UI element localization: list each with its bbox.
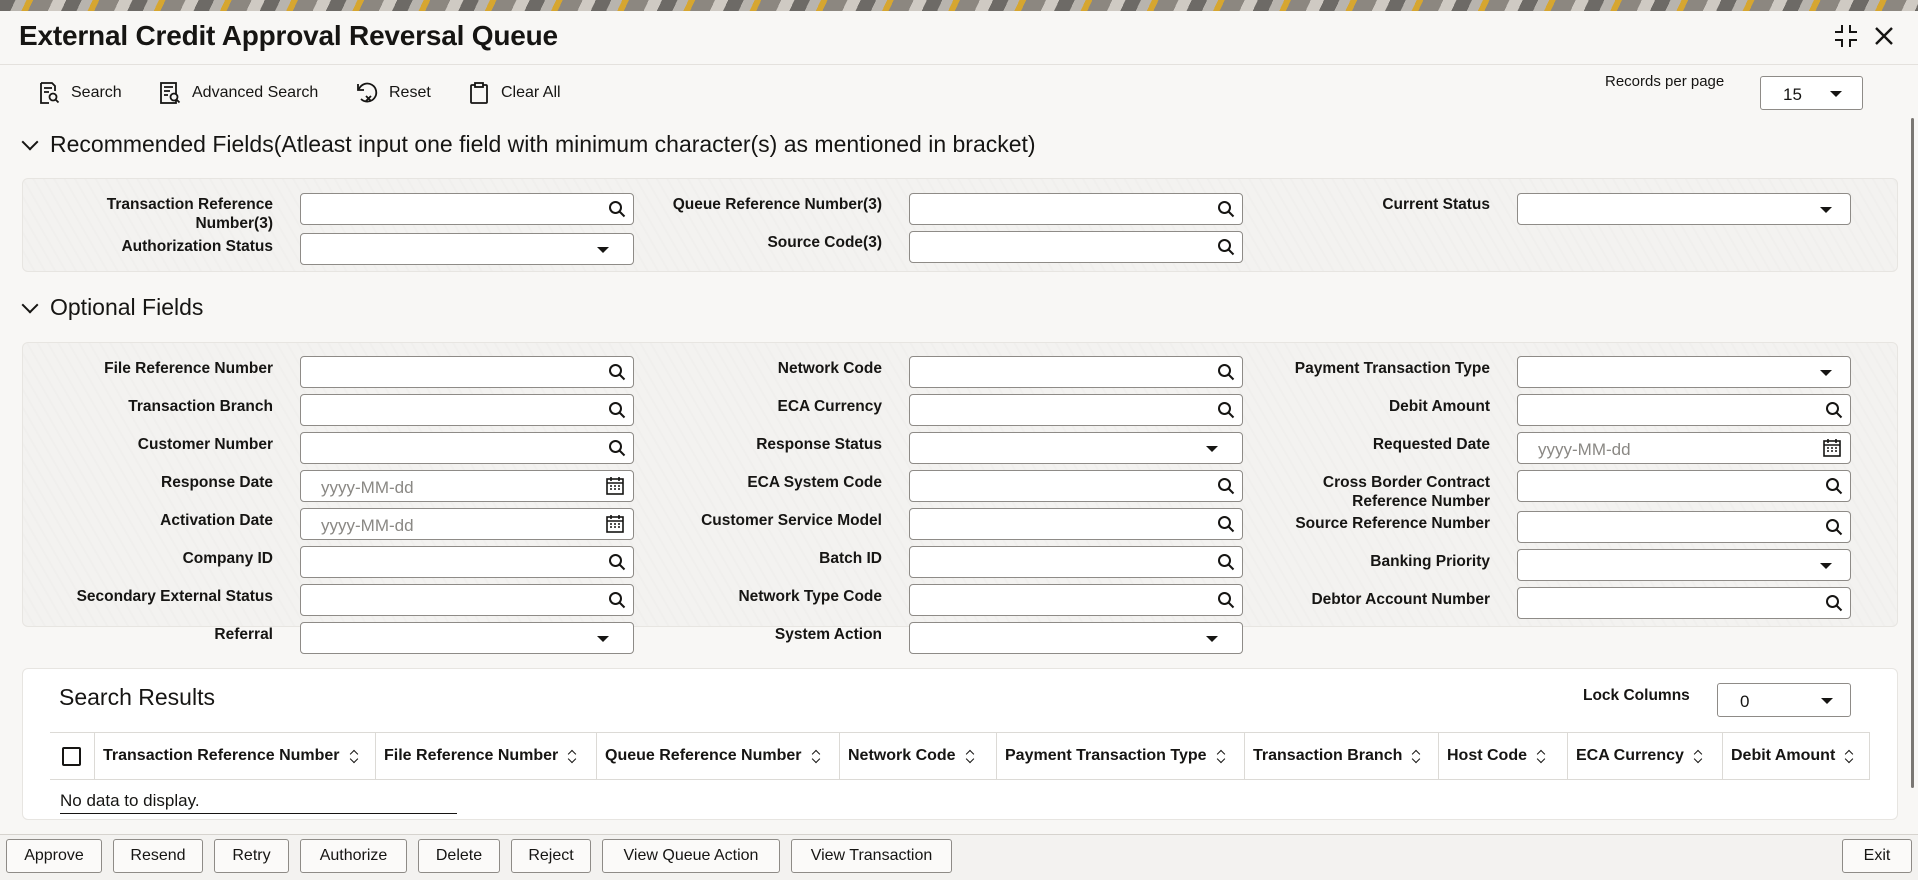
search-icon[interactable] [608, 363, 626, 381]
delete-button[interactable]: Delete [418, 839, 500, 873]
calendar-icon[interactable] [605, 476, 625, 496]
search-icon[interactable] [1217, 553, 1235, 571]
column-label: Transaction Reference Number [103, 747, 340, 764]
search-icon[interactable] [1825, 477, 1843, 495]
secondary-ext-status-label: Secondary External Status [76, 588, 273, 605]
records-per-page-label: Records per page [1605, 73, 1725, 90]
recommended-fields-title: Recommended Fields(Atleast input one field with minimum character(s) as mentioned in bracket) [50, 131, 1036, 157]
batch-id-input[interactable] [909, 546, 1243, 578]
search-icon[interactable] [1217, 591, 1235, 609]
batch-id-label: Batch ID [819, 550, 882, 567]
column-label: Queue Reference Number [605, 747, 802, 764]
vertical-scrollbar[interactable] [1911, 118, 1914, 788]
response-status-select[interactable] [909, 432, 1243, 464]
network-type-code-label: Network Type Code [738, 588, 882, 605]
chevron-down-icon [1820, 563, 1832, 569]
chevron-down-icon [1821, 698, 1833, 704]
reject-button[interactable]: Reject [511, 839, 591, 873]
chevron-down-icon [1820, 207, 1832, 213]
resend-button[interactable]: Resend [113, 839, 203, 873]
recommended-fields-header[interactable] [24, 131, 1036, 158]
requested-date-label: Requested Date [1372, 436, 1490, 453]
column-label: Debit Amount [1731, 747, 1836, 764]
auth-status-select[interactable] [300, 233, 634, 265]
no-data-message: No data to display. [60, 791, 457, 814]
debtor-account-input[interactable] [1517, 587, 1851, 619]
advanced-search-label: Advanced Search [192, 84, 319, 101]
lock-columns-select[interactable] [1717, 683, 1851, 717]
clipboard-icon [467, 81, 491, 105]
network-type-code-input[interactable] [909, 584, 1243, 616]
search-label: Search [71, 84, 122, 101]
sort-icon[interactable] [966, 749, 976, 763]
customer-service-model-input[interactable] [909, 508, 1243, 540]
column-label: ECA Currency [1576, 747, 1684, 764]
clear-all-button[interactable] [467, 79, 561, 107]
col-debit-amount[interactable] [1723, 733, 1870, 779]
calendar-icon[interactable] [605, 514, 625, 534]
eca-system-code-label: ECA System Code [747, 474, 882, 491]
txn-branch-input[interactable] [300, 394, 634, 426]
response-date-input[interactable] [300, 470, 634, 502]
chevron-down-icon [22, 296, 39, 313]
sort-icon[interactable] [1537, 749, 1547, 763]
advanced-search-button[interactable] [158, 79, 318, 107]
txn-branch-label: Transaction Branch [128, 398, 273, 415]
col-transaction-branch[interactable] [1245, 733, 1439, 779]
banking-priority-label: Banking Priority [1370, 553, 1490, 570]
search-icon[interactable] [1825, 594, 1843, 612]
column-label: Payment Transaction Type [1005, 747, 1207, 764]
chevron-down-icon [1206, 636, 1218, 642]
chevron-down-icon [1820, 370, 1832, 376]
company-id-input[interactable] [300, 546, 634, 578]
col-queue-reference-number[interactable] [597, 733, 840, 779]
optional-fields-header[interactable] [24, 294, 203, 321]
cross-border-label: Cross Border Contract Reference Number [1322, 474, 1490, 510]
footer-action-bar [0, 834, 1918, 880]
results-table-header [50, 732, 1870, 780]
requested-date-placeholder: yyyy-MM-dd [1538, 440, 1631, 459]
system-action-select[interactable] [909, 622, 1243, 654]
column-label: Host Code [1447, 747, 1527, 764]
records-per-page-value: 15 [1783, 85, 1802, 104]
retry-button[interactable]: Retry [214, 839, 289, 873]
customer-service-model-label: Customer Service Model [701, 512, 882, 529]
close-icon[interactable] [1870, 22, 1898, 50]
lock-columns-value: 0 [1740, 692, 1750, 711]
search-icon[interactable] [1217, 200, 1235, 218]
search-icon[interactable] [608, 439, 626, 457]
eca-system-code-input[interactable] [909, 470, 1243, 502]
eca-currency-label: ECA Currency [777, 398, 882, 415]
activation-date-input[interactable] [300, 508, 634, 540]
company-id-label: Company ID [182, 550, 273, 567]
select-all-cell [50, 733, 95, 779]
col-transaction-reference-number[interactable] [95, 733, 376, 779]
advanced-search-icon [158, 81, 182, 105]
search-icon[interactable] [1217, 477, 1235, 495]
records-per-page-select[interactable] [1760, 76, 1863, 110]
payment-txn-type-label: Payment Transaction Type [1294, 360, 1490, 377]
chevron-down-icon [597, 636, 609, 642]
sort-icon[interactable] [1845, 749, 1855, 763]
reset-label: Reset [389, 84, 431, 101]
activation-date-placeholder: yyyy-MM-dd [321, 516, 414, 535]
sort-icon[interactable] [1694, 749, 1704, 763]
reset-icon [355, 81, 379, 105]
queue-ref-input[interactable] [909, 193, 1243, 225]
exit-button[interactable]: Exit [1842, 839, 1912, 873]
requested-date-input[interactable] [1517, 432, 1851, 464]
source-code-input[interactable] [909, 231, 1243, 263]
column-label: Network Code [848, 747, 956, 764]
system-action-label: System Action [774, 626, 882, 643]
calendar-icon[interactable] [1822, 438, 1842, 458]
optional-fields-title: Optional Fields [50, 294, 204, 320]
col-payment-transaction-type[interactable] [997, 733, 1245, 779]
source-code-label: Source Code(3) [767, 234, 882, 251]
secondary-ext-status-input[interactable] [300, 584, 634, 616]
source-ref-label: Source Reference Number [1295, 515, 1490, 532]
authorize-button[interactable]: Authorize [300, 839, 407, 873]
payment-txn-type-select[interactable] [1517, 356, 1851, 388]
debit-amount-input[interactable] [1517, 394, 1851, 426]
network-code-input[interactable] [909, 356, 1243, 388]
referral-select[interactable] [300, 622, 634, 654]
search-icon[interactable] [1825, 401, 1843, 419]
sort-icon[interactable] [350, 749, 360, 763]
search-icon[interactable] [608, 553, 626, 571]
col-host-code[interactable] [1439, 733, 1568, 779]
customer-number-label: Customer Number [137, 436, 273, 453]
col-network-code[interactable] [840, 733, 997, 779]
source-ref-input[interactable] [1517, 511, 1851, 543]
clear-all-label: Clear All [501, 84, 561, 101]
search-icon[interactable] [1825, 518, 1843, 536]
chevron-down-icon [22, 133, 39, 150]
column-label: File Reference Number [384, 747, 559, 764]
search-icon[interactable] [1217, 515, 1235, 533]
search-doc-icon [37, 81, 61, 105]
debit-amount-label: Debit Amount [1388, 398, 1490, 415]
file-ref-label: File Reference Number [104, 360, 273, 377]
col-file-reference-number[interactable] [376, 733, 597, 779]
chevron-down-icon [1206, 446, 1218, 452]
search-icon[interactable] [1217, 363, 1235, 381]
page-title: External Credit Approval Reversal Queue [19, 20, 558, 51]
txn-ref-label: Transaction Reference Number(3) [106, 196, 273, 232]
search-button[interactable] [37, 79, 122, 107]
banking-priority-select[interactable] [1517, 549, 1851, 581]
select-all-checkbox[interactable] [62, 747, 81, 766]
txn-ref-input[interactable] [300, 193, 634, 225]
search-icon[interactable] [608, 401, 626, 419]
queue-ref-label: Queue Reference Number(3) [672, 196, 882, 213]
customer-number-input[interactable] [300, 432, 634, 464]
eca-currency-input[interactable] [909, 394, 1243, 426]
search-icon[interactable] [1217, 401, 1235, 419]
chevron-down-icon [1830, 91, 1842, 97]
referral-label: Referral [214, 626, 273, 643]
auth-status-label: Authorization Status [121, 238, 273, 255]
search-icon[interactable] [608, 200, 626, 218]
current-status-select[interactable] [1517, 193, 1851, 225]
view-transaction-button[interactable]: View Transaction [791, 839, 952, 873]
sort-icon[interactable] [1217, 749, 1227, 763]
network-code-label: Network Code [777, 360, 882, 377]
sort-icon[interactable] [812, 749, 822, 763]
toolbar [0, 64, 1918, 116]
column-label: Transaction Branch [1253, 747, 1403, 764]
collapse-icon[interactable] [1832, 22, 1860, 50]
response-date-placeholder: yyyy-MM-dd [321, 478, 414, 497]
cross-border-input[interactable] [1517, 470, 1851, 502]
current-status-label: Current Status [1382, 196, 1490, 213]
search-results-title: Search Results [59, 684, 215, 710]
lock-columns-label: Lock Columns [1583, 687, 1690, 704]
chevron-down-icon [597, 247, 609, 253]
approve-button[interactable]: Approve [6, 839, 102, 873]
search-icon[interactable] [1217, 238, 1235, 256]
reset-button[interactable] [355, 79, 431, 107]
response-status-label: Response Status [756, 436, 882, 453]
sort-icon[interactable] [1412, 749, 1422, 763]
activation-date-label: Activation Date [160, 512, 273, 529]
view-queue-action-button[interactable]: View Queue Action [602, 839, 780, 873]
search-icon[interactable] [608, 591, 626, 609]
file-ref-input[interactable] [300, 356, 634, 388]
background-banner [0, 0, 1918, 11]
sort-icon[interactable] [568, 749, 578, 763]
response-date-label: Response Date [161, 474, 273, 491]
debtor-account-label: Debtor Account Number [1311, 591, 1490, 608]
col-eca-currency[interactable] [1568, 733, 1723, 779]
